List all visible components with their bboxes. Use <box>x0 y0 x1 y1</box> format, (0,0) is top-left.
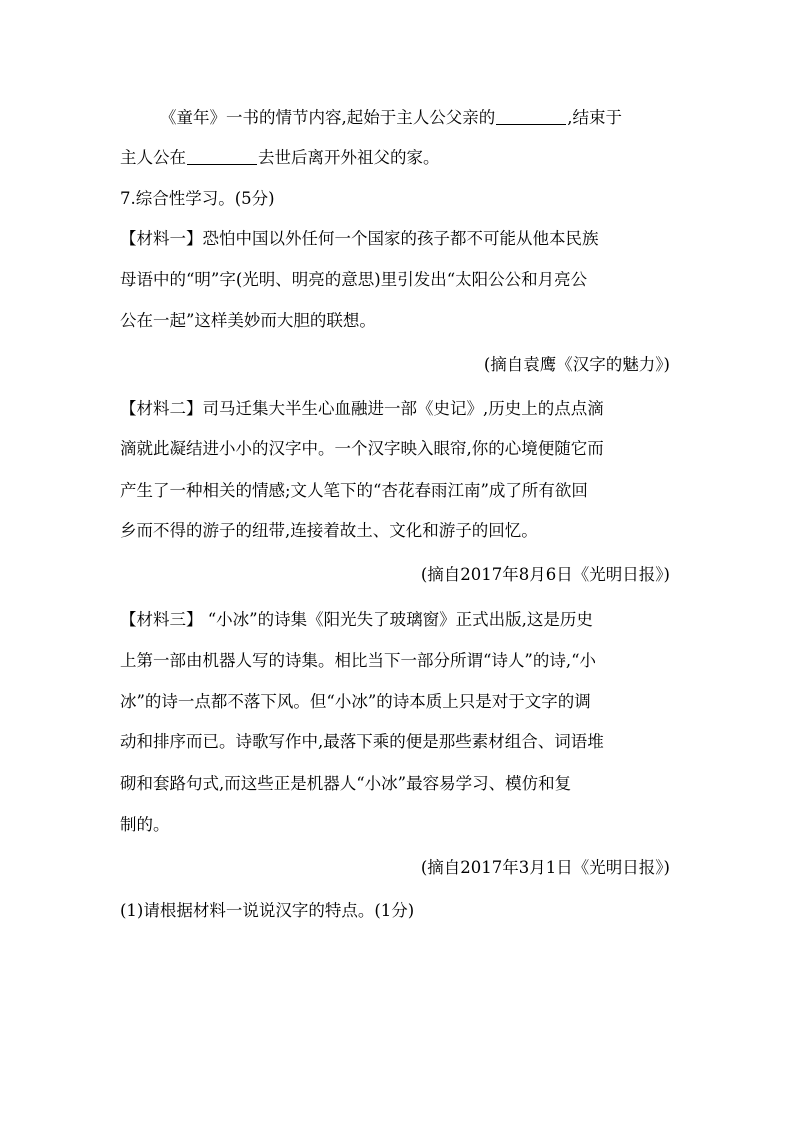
material-2-line: 乡而不得的游子的纽带,连接着故土、文化和游子的回忆。 <box>120 521 538 540</box>
material-3-line: 砌和套路句式,而这些正是机器人“小冰”最容易学习、模仿和复 <box>120 774 572 793</box>
intro-line-1 <box>160 107 622 129</box>
fill-blank-1[interactable] <box>496 108 566 125</box>
material-1-line: 公在一起”这样美妙而大胆的联想。 <box>120 311 376 330</box>
sub-question-1: (1)请根据材料一说说汉字的特点。(1分) <box>120 901 415 920</box>
material-2-line: 产生了一种相关的情感;文人笔下的“杏花春雨江南”成了所有欲回 <box>120 481 588 500</box>
material-3-line: 【材料三】 “小冰”的诗集《阳光失了玻璃窗》正式出版,这是历史 <box>120 610 593 629</box>
material-3-line: 上第一部由机器人写的诗集。相比当下一部分所谓“诗人”的诗,“小 <box>120 651 597 670</box>
material-1-line: 母语中的“明”字(光明、明亮的意思)里引发出“太阳公公和月亮公 <box>120 270 588 289</box>
intro-text: 主人公在 <box>120 148 186 167</box>
question-title: 7.综合性学习。(5分) <box>120 189 275 208</box>
intro-text: 去世后离开外祖父的家。 <box>258 148 440 167</box>
material-1-source: (摘自袁鹰《汉字的魅力》) <box>483 355 670 374</box>
intro-line-2 <box>120 147 440 169</box>
material-1-line: 【材料一】恐怕中国以外任何一个国家的孩子都不可能从他本民族 <box>120 229 599 248</box>
material-2-line: 【材料二】司马迁集大半生心血融进一部《史记》,历史上的点点滴 <box>120 399 604 418</box>
material-2-source: (摘自2017年8月6日《光明日报》) <box>420 565 670 584</box>
material-3-source: (摘自2017年3月1日《光明日报》) <box>420 858 670 877</box>
material-3-line: 冰”的诗一点都不落下风。但“小冰”的诗本质上只是对于文字的调 <box>120 692 591 711</box>
material-3-line: 制的。 <box>120 815 170 834</box>
intro-text: 《童年》一书的情节内容,起始于主人公父亲的 <box>160 108 496 127</box>
fill-blank-2[interactable] <box>187 148 257 165</box>
material-3-line: 动和排序而已。诗歌写作中,最落下乘的便是那些素材组合、词语堆 <box>120 732 604 751</box>
intro-text: ,结束于 <box>567 108 622 127</box>
material-2-line: 滴就此凝结进小小的汉字中。一个汉字映入眼帘,你的心境便随它而 <box>120 439 604 458</box>
